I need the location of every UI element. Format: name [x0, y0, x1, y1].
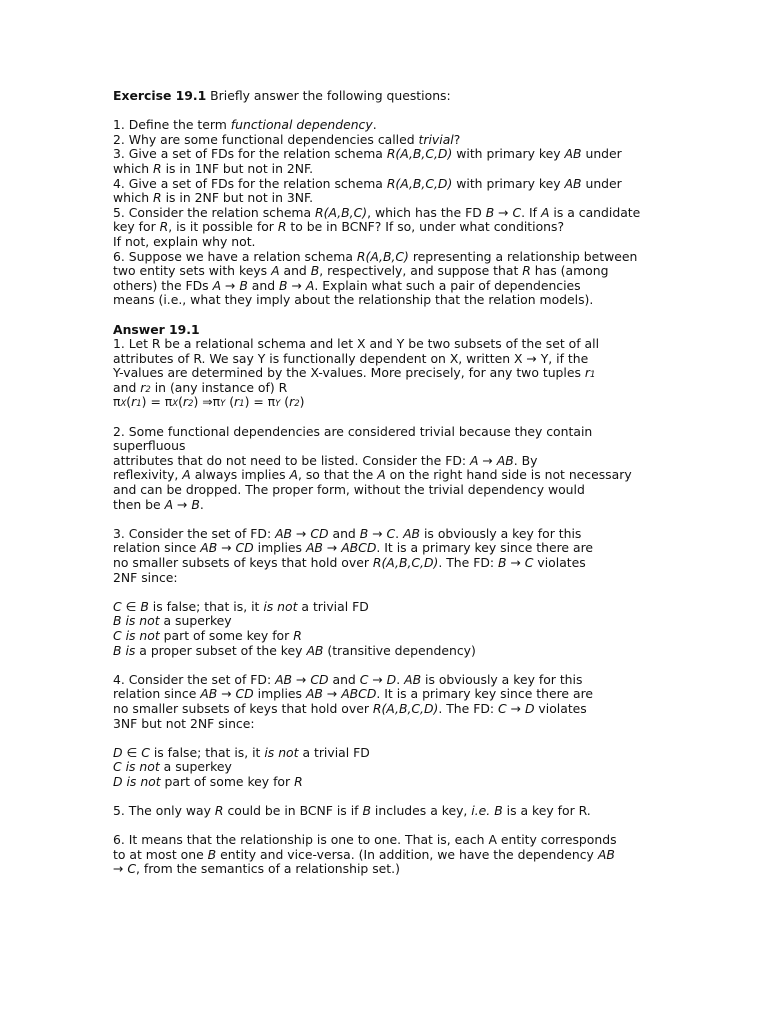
text-line	[113, 600, 653, 615]
spacer	[113, 410, 653, 425]
text-line	[113, 118, 653, 133]
text-run: AB	[496, 452, 514, 468]
text-line	[113, 366, 653, 381]
text-line	[113, 760, 653, 775]
text-run: If not, explain why not.	[113, 233, 256, 249]
text-run: has (among	[530, 263, 609, 279]
text-run: AB	[275, 525, 293, 541]
text-run: R(A,B,C,D)	[372, 700, 439, 716]
text-run: . By	[513, 452, 538, 468]
answer-paragraph	[113, 337, 653, 410]
text-run: key for	[113, 219, 160, 235]
text-run: two entity sets with keys	[113, 263, 272, 279]
text-run: 5. Consider the relation schema	[113, 204, 316, 220]
text-run: is false; that is, it	[148, 598, 264, 614]
text-run: R(A,B,C,D)	[386, 146, 453, 162]
text-run: . It is a primary key since there are	[376, 540, 594, 556]
text-run: A	[289, 467, 298, 483]
text-run: (	[280, 394, 290, 410]
text-run: 3. Give a set of FDs for the relation schema	[113, 146, 387, 162]
text-run: trivial	[418, 131, 454, 147]
text-run: A	[212, 277, 222, 293]
text-run: and	[247, 277, 280, 293]
text-line	[113, 147, 653, 162]
text-run: C	[359, 671, 369, 687]
text-run: 2NF since:	[113, 569, 178, 585]
text-run: implies	[253, 540, 306, 556]
text-line	[113, 177, 653, 192]
text-run: C is not	[113, 759, 160, 775]
text-run: CD	[235, 540, 254, 556]
text-run: D is not	[113, 773, 161, 789]
exercise-questions	[113, 118, 653, 308]
text-run: r	[140, 379, 146, 395]
text-run: .	[396, 671, 405, 687]
text-run: →	[287, 277, 306, 293]
text-run: B	[494, 803, 503, 819]
text-run: is obviously a key for this	[420, 525, 582, 541]
text-run: A	[377, 467, 386, 483]
text-run: , so that the	[297, 467, 378, 483]
text-run: π	[113, 394, 121, 410]
text-run: entity and vice-versa. (In addition, we have the dependency	[216, 846, 598, 862]
text-run: C	[127, 861, 136, 877]
text-line	[113, 454, 653, 469]
text-run: B	[239, 277, 248, 293]
text-line	[113, 395, 653, 410]
text-run: AB	[597, 846, 615, 862]
text-line	[113, 279, 653, 294]
text-run: 4. Consider the set of FD:	[113, 671, 276, 687]
text-run: . The FD:	[438, 555, 499, 570]
text-run: . Explain what such a pair of dependencies	[314, 277, 581, 293]
text-run: AB	[564, 146, 582, 162]
text-run: X	[172, 399, 179, 410]
text-run: AB	[403, 525, 421, 541]
text-run: →	[368, 525, 387, 541]
text-run: D	[113, 744, 123, 760]
text-line	[113, 775, 653, 790]
text-line	[113, 717, 653, 732]
text-run: B is not	[113, 613, 160, 629]
text-run: AB	[305, 686, 323, 702]
text-run: 6. It means that the relationship is one to one. That is, each A entity corresponds	[113, 832, 617, 848]
text-run: reflexivity,	[113, 467, 183, 483]
text-run: ∈	[121, 598, 141, 614]
text-run: B	[279, 277, 288, 293]
text-run: and	[113, 379, 141, 395]
text-run: 2	[294, 399, 300, 410]
text-run: (	[126, 394, 132, 410]
text-run: r	[131, 394, 137, 410]
text-run: then be	[113, 496, 165, 512]
text-run: →	[368, 671, 387, 687]
exercise-heading-line	[113, 89, 653, 104]
text-run: attributes that do not need to be listed. Consider the FD:	[113, 452, 470, 468]
text-run: C	[141, 744, 150, 760]
spacer	[113, 308, 653, 323]
text-run: and	[328, 671, 360, 687]
text-line	[113, 498, 653, 513]
spacer	[113, 731, 653, 746]
text-line	[113, 687, 653, 702]
text-run: is obviously a key for this	[421, 671, 583, 687]
text-run: others) the FDs	[113, 277, 213, 293]
text-run: and can be dropped. The proper form, without the trivial dependency would	[113, 482, 585, 498]
answer-body	[113, 337, 653, 877]
text-run: C	[386, 525, 396, 541]
text-run: and	[279, 263, 311, 279]
text-run: r	[234, 394, 240, 410]
text-run: R	[153, 190, 162, 206]
text-run: is in 2NF but not in 3NF.	[161, 190, 314, 206]
text-run: B	[191, 496, 200, 512]
text-run: with primary key	[452, 146, 565, 162]
text-line	[113, 133, 653, 148]
text-run: C	[113, 598, 122, 614]
text-run: is not	[263, 598, 298, 614]
text-run: part of some key for	[160, 773, 295, 789]
text-run: to at most one	[113, 846, 208, 862]
text-run: r	[289, 394, 295, 410]
text-run: →	[217, 686, 236, 702]
text-run: functional dependency	[230, 117, 373, 133]
document-page	[113, 89, 653, 877]
text-line	[113, 527, 653, 542]
exercise-intro: Briefly answer the following questions:	[206, 88, 451, 103]
text-run: , is it possible for	[168, 219, 278, 235]
text-run: ) ⇒π	[193, 394, 221, 410]
text-run: (transitive dependency)	[323, 642, 476, 658]
text-run: r	[182, 394, 189, 410]
text-run: 1. Let R be a relational schema and let X and Y be two subsets of the set of all	[113, 336, 600, 352]
text-run: B	[362, 803, 371, 819]
text-run: violates	[534, 700, 587, 716]
text-run: A	[470, 452, 479, 468]
text-line	[113, 629, 653, 644]
text-run: A	[164, 496, 174, 512]
text-line	[113, 614, 653, 629]
text-run: a superkey	[159, 759, 232, 775]
text-run: (	[225, 394, 235, 410]
text-run: →	[173, 496, 192, 512]
answer-paragraph	[113, 673, 653, 731]
text-run: ) = π	[244, 394, 276, 410]
text-run: R	[294, 773, 303, 789]
text-run: .	[372, 117, 377, 133]
text-line	[113, 468, 653, 483]
text-run: R	[293, 627, 302, 643]
text-run: a trivial FD	[298, 744, 370, 760]
text-run: part of some key for	[159, 627, 294, 643]
text-run: AB	[564, 175, 582, 191]
text-run: no smaller subsets of keys that hold over	[113, 700, 373, 716]
text-run: →	[506, 700, 525, 716]
text-run: CD	[310, 525, 329, 541]
text-run: A	[305, 277, 315, 293]
text-run: means (i.e., what they imply about the relationship that the relation models).	[113, 292, 594, 308]
text-line	[113, 804, 653, 819]
text-run: implies	[253, 686, 306, 702]
text-run: to be in BCNF? If so, under what conditions?	[286, 219, 565, 235]
text-run: R	[159, 219, 169, 235]
text-run: on the right hand side is not necessary	[385, 467, 632, 483]
text-run: a superkey	[159, 613, 232, 629]
text-run: Y	[275, 399, 281, 410]
text-line	[113, 293, 653, 308]
text-run: →	[322, 686, 342, 702]
text-run: B	[485, 204, 495, 220]
text-run: →	[292, 671, 311, 687]
text-run: →	[221, 277, 240, 293]
text-line	[113, 235, 653, 250]
text-line	[113, 541, 653, 556]
text-run: always implies	[190, 467, 290, 483]
text-run: ?	[453, 131, 461, 147]
text-run: . If	[521, 204, 541, 220]
text-run: could be in BCNF is if	[223, 803, 363, 819]
text-run: R	[522, 263, 531, 279]
text-run: CD	[310, 671, 329, 687]
text-run: 5. The only way	[113, 803, 215, 819]
text-run: attributes of R. We say Y is functionally dependent on X, written X → Y, if the	[113, 350, 589, 366]
text-run: 2	[188, 399, 194, 410]
text-run: ∈	[122, 744, 142, 760]
text-run: r	[584, 365, 590, 381]
text-line	[113, 644, 653, 659]
text-run: D	[386, 671, 397, 687]
text-line	[113, 264, 653, 279]
text-run: , from the semantics of a relationship set.)	[135, 861, 400, 877]
text-run: B	[140, 598, 149, 614]
text-run: is a candidate	[549, 204, 641, 220]
text-line	[113, 220, 653, 235]
text-run: →	[478, 452, 497, 468]
text-run: which	[113, 160, 154, 176]
answer-paragraph	[113, 804, 653, 819]
text-run: under	[581, 146, 622, 162]
text-run: a trivial FD	[297, 598, 369, 614]
text-line	[113, 425, 653, 440]
text-line	[113, 833, 653, 848]
text-run: ) = π	[141, 394, 173, 410]
text-line	[113, 746, 653, 761]
text-run: with primary key	[452, 175, 565, 191]
text-run: R	[153, 160, 162, 176]
text-line	[113, 162, 653, 177]
text-run: in (any instance of) R	[150, 379, 288, 395]
text-run: R(A,B,C)	[315, 204, 368, 220]
text-run: →	[292, 525, 311, 541]
text-run: .	[395, 525, 404, 541]
answer-paragraph	[113, 425, 653, 513]
text-run: .	[199, 496, 204, 512]
text-run: B	[359, 525, 369, 541]
text-run: 1	[239, 399, 245, 410]
text-run: 4. Give a set of FDs for the relation schema	[113, 175, 387, 191]
text-run: i.e.	[471, 803, 491, 819]
text-run: Y	[220, 399, 226, 410]
spacer	[113, 790, 653, 805]
text-run: 1	[136, 399, 142, 410]
text-run: 6. Suppose we have a relation schema	[113, 248, 357, 264]
text-run: (	[178, 394, 183, 410]
text-run: . It is a primary key since there are	[376, 686, 594, 702]
text-run: C	[512, 204, 522, 220]
text-run: →	[494, 204, 513, 220]
text-run: 2	[145, 384, 151, 395]
text-run: superfluous	[113, 438, 186, 454]
text-run: relation since	[113, 686, 201, 702]
text-run: ABCD	[341, 540, 377, 556]
text-run: Y-values are determined by the X-values. More precisely, for any two tuples	[113, 365, 585, 381]
text-line	[113, 352, 653, 367]
text-run: 2. Some functional dependencies are considered trivial because they contain	[113, 423, 593, 439]
spacer	[113, 658, 653, 673]
text-run: no smaller subsets of keys that hold over	[113, 555, 373, 570]
answer-paragraph	[113, 833, 653, 877]
text-run: . The FD:	[438, 700, 499, 716]
text-run: R(A,B,C,D)	[386, 175, 453, 191]
text-run: B	[207, 846, 217, 862]
text-line	[113, 250, 653, 265]
text-run: A	[271, 263, 280, 279]
text-run: 1. Define the term	[113, 117, 231, 133]
answer-paragraph	[113, 600, 653, 658]
text-run: representing a relationship between	[408, 248, 638, 264]
text-run: a proper subset of the key	[135, 642, 307, 658]
text-run: is not	[264, 744, 299, 760]
text-run: , respectively, and suppose that	[319, 263, 523, 279]
text-run: 3NF but not 2NF since:	[113, 715, 255, 731]
text-run: →	[217, 540, 236, 556]
text-line	[113, 439, 653, 454]
text-run: violates	[533, 555, 586, 570]
spacer	[113, 512, 653, 527]
text-run: is false; that is, it	[149, 744, 265, 760]
text-run: AB	[305, 540, 323, 556]
text-run: R(A,B,C,D)	[372, 555, 439, 570]
text-run: B	[310, 263, 320, 279]
text-run: C	[524, 555, 534, 570]
text-run: R(A,B,C)	[356, 248, 409, 264]
text-run: 2. Why are some functional dependencies called	[113, 131, 419, 147]
text-run: →	[506, 555, 525, 570]
text-line	[113, 673, 653, 688]
text-run: AB	[200, 540, 218, 556]
text-run: B is	[113, 642, 136, 658]
spacer	[113, 104, 653, 119]
text-run: AB	[275, 671, 293, 687]
text-line	[113, 483, 653, 498]
text-run: D	[524, 700, 535, 716]
exercise-heading: Exercise 19.1	[113, 88, 207, 103]
text-run: is a key for R.	[502, 803, 591, 819]
text-run: R	[214, 803, 224, 819]
text-run: which	[113, 190, 154, 206]
text-run: A	[540, 204, 550, 220]
text-run: 3. Consider the set of FD:	[113, 525, 276, 541]
text-run: →	[322, 540, 342, 556]
text-run: B	[498, 555, 507, 570]
text-run: is in 1NF but not in 2NF.	[161, 160, 314, 176]
text-line	[113, 556, 653, 571]
text-run: , which has the FD	[367, 204, 486, 220]
text-run: includes a key,	[370, 803, 472, 819]
text-line	[113, 191, 653, 206]
text-run: AB	[404, 671, 422, 687]
answer-paragraph	[113, 527, 653, 585]
spacer	[113, 819, 653, 834]
text-run: AB	[306, 642, 324, 658]
text-line	[113, 381, 653, 396]
text-run: C is not	[113, 627, 160, 643]
text-run: X	[120, 399, 127, 410]
text-run: →	[113, 861, 128, 877]
spacer	[113, 585, 653, 600]
text-run: and	[328, 525, 360, 541]
text-run: AB	[200, 686, 218, 702]
text-run: relation since	[113, 540, 201, 556]
text-line	[113, 848, 653, 863]
text-run: 1	[590, 370, 596, 381]
text-run: under	[581, 175, 622, 191]
text-run: )	[299, 394, 305, 410]
text-run: R	[277, 219, 287, 235]
text-line	[113, 702, 653, 717]
answer-paragraph	[113, 746, 653, 790]
text-run: C	[498, 700, 507, 716]
text-run: A	[182, 467, 191, 483]
text-line	[113, 206, 653, 221]
text-line	[113, 571, 653, 586]
answer-heading: Answer 19.1	[113, 321, 200, 337]
text-line	[113, 337, 653, 352]
text-run: ABCD	[341, 686, 377, 702]
text-run: CD	[235, 686, 254, 702]
text-line	[113, 862, 653, 877]
